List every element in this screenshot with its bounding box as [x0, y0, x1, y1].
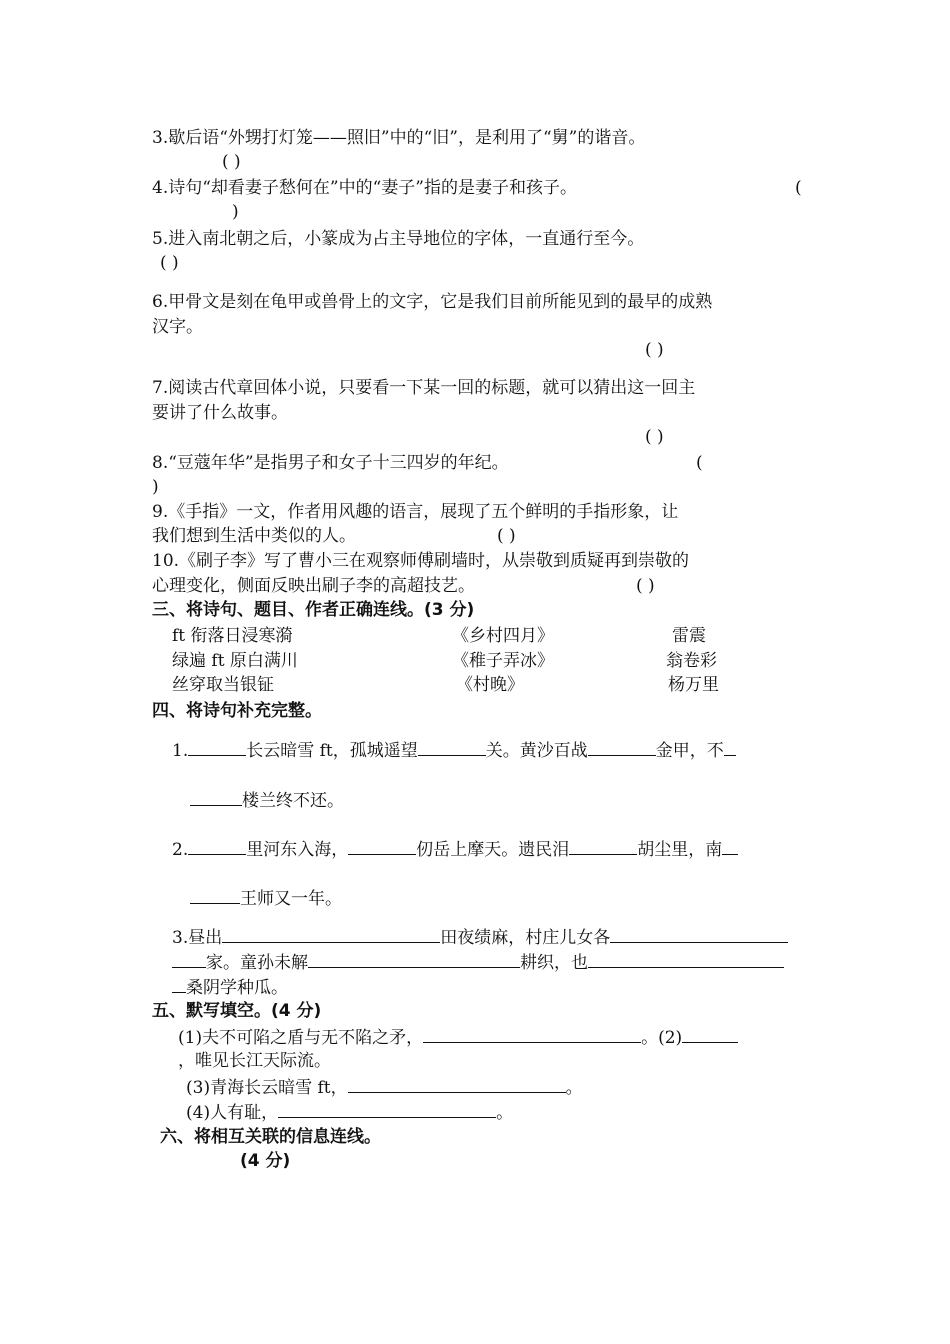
poem-text: 关。黄沙百战: [485, 741, 588, 761]
q8-paren-close[interactable]: ): [152, 477, 159, 497]
item-number: 1.: [172, 741, 189, 761]
fill-blank[interactable]: [348, 837, 416, 855]
poem1-line2: [190, 788, 344, 812]
fill-blank[interactable]: [724, 738, 736, 756]
q9-line2: 我们想到生活中类似的人。: [152, 526, 356, 546]
dictation-text: (1)夫不可陷之盾与无不陷之矛，: [178, 1028, 424, 1048]
fill-blank[interactable]: [278, 1100, 496, 1118]
item-number: 3.: [172, 928, 189, 948]
q4-text: 4.诗句“却看妻子愁何在”中的“妻子”指的是妻子和孩子。: [152, 178, 577, 198]
fill-blank[interactable]: [188, 837, 246, 855]
fill-blank[interactable]: [682, 1025, 738, 1043]
dictation-text: 。: [565, 1078, 583, 1098]
fill-blank[interactable]: [423, 1025, 641, 1043]
fill-blank[interactable]: [188, 738, 246, 756]
q7-line1: 7.阅读古代章回体小说，只要看一下某一回的标题，就可以猜出这一回主: [152, 378, 696, 398]
poem-text: 仞岳上摩天。遗民泪: [416, 840, 570, 860]
verse-item[interactable]: ft 衔落日浸寒漪: [172, 626, 293, 646]
fill-blank[interactable]: [172, 975, 186, 993]
poem2-line1: [172, 837, 738, 861]
author-item[interactable]: 翁卷彩: [666, 651, 717, 671]
dictation-line3: [186, 1075, 583, 1099]
q8-text: 8.“豆蔻年华”是指男子和女子十三四岁的年纪。: [152, 453, 509, 473]
poem-text: 胡尘里，南: [637, 840, 723, 860]
dictation-text: 。(2): [641, 1028, 683, 1048]
q8-paren-open[interactable]: (: [696, 453, 703, 473]
poem3-line2: [172, 950, 784, 974]
poem-title-item[interactable]: 《稚子弄冰》: [452, 651, 554, 671]
poem-text: 金甲，不: [655, 741, 724, 761]
poem2-line2: [190, 886, 342, 910]
q4-paren-open[interactable]: (: [795, 178, 802, 198]
q10-answer-paren[interactable]: ( ): [636, 576, 655, 596]
fill-blank[interactable]: [190, 788, 242, 806]
poem3-line3: [172, 975, 288, 999]
q3-answer-paren[interactable]: ( ): [222, 152, 241, 172]
fill-blank[interactable]: [222, 925, 440, 943]
fill-blank[interactable]: [722, 837, 738, 855]
fill-blank[interactable]: [569, 837, 637, 855]
q7-answer-paren[interactable]: ( ): [645, 427, 664, 447]
poem-text: 楼兰终不还。: [242, 791, 344, 811]
poem-text: 长云暗雪 ft，孤城遥望: [246, 741, 418, 761]
section3-title: 三、将诗句、题目、作者正确连线。(3 分): [152, 600, 475, 620]
q4-paren-close[interactable]: ): [232, 202, 239, 222]
fill-blank[interactable]: [308, 950, 520, 968]
author-item[interactable]: 雷震: [672, 626, 706, 646]
q6-line1: 6.甲骨文是刻在龟甲或兽骨上的文字，它是我们目前所能见到的最早的成熟: [152, 292, 713, 312]
fill-blank[interactable]: [610, 925, 788, 943]
poem-title-item[interactable]: 《乡村四月》: [452, 626, 554, 646]
dictation-line4: [186, 1100, 513, 1124]
poem-text: 家。童孙未解: [206, 953, 308, 973]
section6-score: (4 分): [240, 1151, 291, 1171]
q9-line1: 9.《手指》一文，作者用风趣的语言，展现了五个鲜明的手指形象，让: [152, 502, 679, 522]
dictation-line2: ，唯见长江天际流。: [178, 1051, 331, 1071]
fill-blank[interactable]: [348, 1075, 566, 1093]
poem1-line1: [172, 738, 736, 762]
q3-text: 3.歇后语“外甥打灯笼——照旧”中的“旧”，是利用了“舅”的谐音。: [152, 128, 646, 148]
fill-blank[interactable]: [172, 950, 206, 968]
q5-answer-paren[interactable]: ( ): [160, 253, 179, 273]
q6-line2: 汉字。: [152, 317, 203, 337]
q10-line2: 心理变化，侧面反映出刷子李的高超技艺。: [152, 576, 475, 596]
dictation-line1: [178, 1025, 738, 1049]
q7-line2: 要讲了什么故事。: [152, 403, 288, 423]
section6-title: 六、将相互关联的信息连线。: [160, 1127, 381, 1147]
section5-title: 五、默写填空。(4 分): [152, 1001, 322, 1021]
poem-text: 里河东入海，: [246, 840, 349, 860]
q9-answer-paren[interactable]: ( ): [497, 526, 516, 546]
verse-item[interactable]: 绿遍 ft 原白满川: [172, 651, 298, 671]
dictation-text: (3)青海长云暗雪 ft，: [186, 1078, 348, 1098]
q5-text: 5.进入南北朝之后，小篆成为占主导地位的字体，一直通行至今。: [152, 229, 645, 249]
fill-blank[interactable]: [418, 738, 486, 756]
q10-line1: 10.《刷子李》写了曹小三在观察师傅刷墙时，从崇敬到质疑再到崇敬的: [152, 551, 690, 571]
poem-text: 桑阴学种瓜。: [186, 978, 288, 998]
poem-text: 耕织，也: [520, 953, 588, 973]
q6-answer-paren[interactable]: ( ): [645, 340, 664, 360]
poem-text: 昼出: [188, 928, 223, 948]
fill-blank[interactable]: [190, 886, 240, 904]
poem-title-item[interactable]: 《村晚》: [456, 675, 524, 695]
poem3-line1: [172, 925, 788, 949]
dictation-text: 。: [496, 1103, 514, 1123]
fill-blank[interactable]: [588, 738, 656, 756]
poem-text: 田夜绩麻，村庄儿女各: [440, 928, 611, 948]
section4-title: 四、将诗句补充完整。: [152, 701, 322, 721]
poem-text: 王师又一年。: [240, 889, 342, 909]
verse-item[interactable]: 丝穿取当银钲: [172, 675, 274, 695]
author-item[interactable]: 杨万里: [668, 675, 719, 695]
fill-blank[interactable]: [588, 950, 784, 968]
item-number: 2.: [172, 840, 189, 860]
dictation-text: (4)人有耻，: [186, 1103, 279, 1123]
